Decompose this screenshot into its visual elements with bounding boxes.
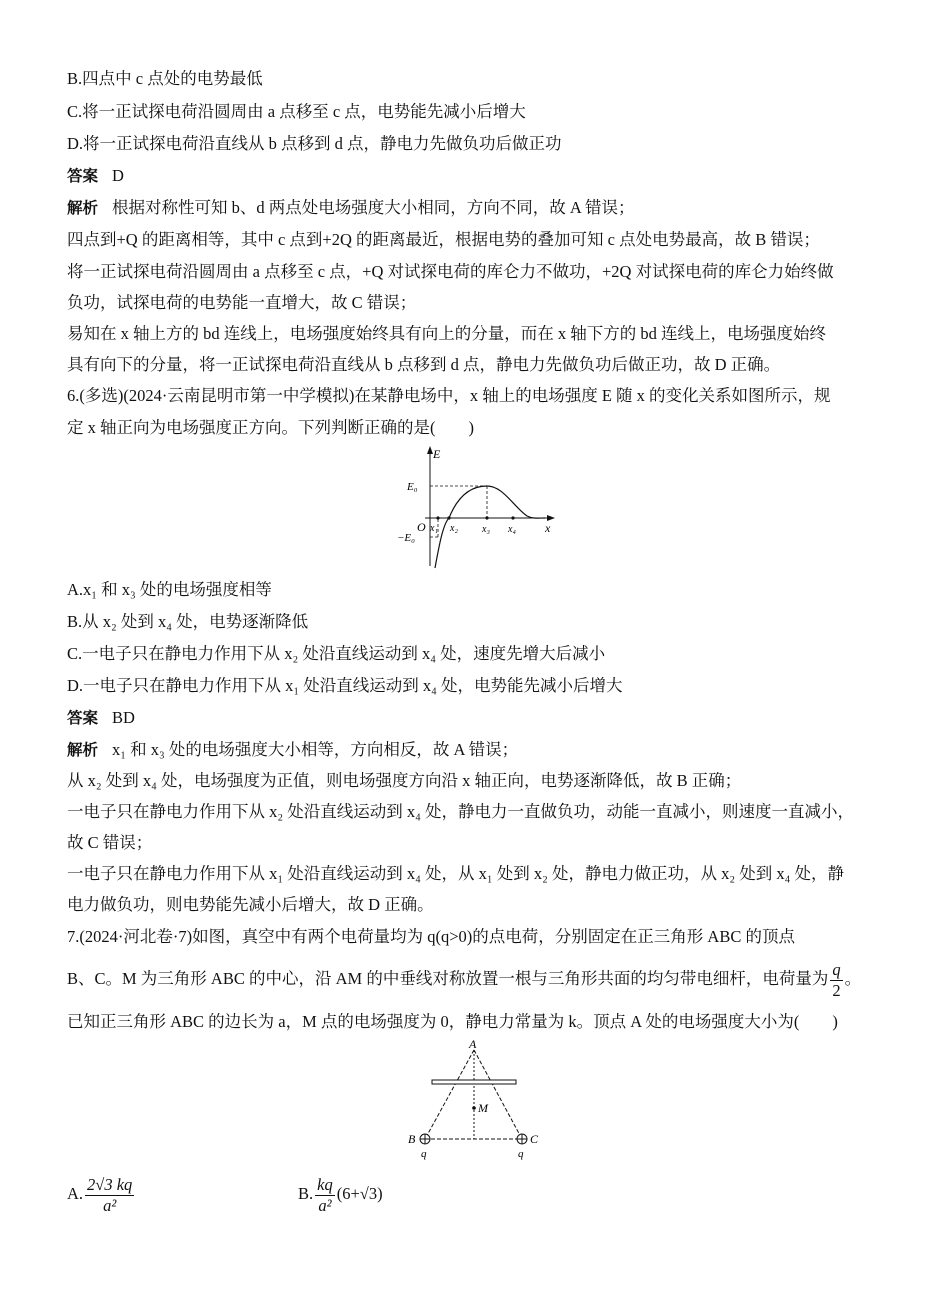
q6-option-a: A.x₁ 和 x₃ 处的电场强度相等 <box>67 580 272 599</box>
q7-stem-2 <box>67 957 861 1001</box>
neg-e0-label: −E₀ <box>397 532 415 544</box>
x1-point <box>436 516 439 519</box>
option-a-label: A. <box>67 1184 84 1203</box>
x3-label: x₃ <box>482 524 490 535</box>
charge-fraction <box>830 960 842 1001</box>
option-a-fraction <box>85 1175 134 1216</box>
answer-label: 答案 <box>67 167 99 185</box>
x3-point <box>485 516 488 519</box>
option-a-numerator: 2√3 kq <box>87 1174 133 1194</box>
q6-stem-2: 定 x 轴正向为电场强度正方向。下列判断正确的是( ) <box>67 418 474 437</box>
x-axis-label: x <box>545 521 551 535</box>
q7-stem-3: 已知正三角形 ABC 的边长为 a，M 点的电场强度为 0，静电力常量为 k。顶点 A 处的电场强度大小为( ) <box>67 1012 838 1031</box>
x4-point <box>511 516 514 519</box>
e-axis-label: E <box>433 447 441 461</box>
q6-analysis-3: 一电子只在静电力作用下从 x₂ 处沿直线运动到 x₄ 处，静电力一直做负功，动能一直减小，则速度一直减小， <box>67 802 855 821</box>
answer-value: D <box>112 166 124 185</box>
q6-e-x-graph <box>395 444 560 570</box>
option-b-tail: (6+√3) <box>336 1184 383 1203</box>
q5-option-d: D.将一正试探电荷沿直线从 b 点移到 d 点，静电力先做负功后做正功 <box>67 134 562 153</box>
answer-label: 答案 <box>67 709 99 727</box>
q5-option-c: C.将一正试探电荷沿圆周由 a 点移至 c 点，电势能先减小后增大 <box>67 102 526 121</box>
q7-option-a <box>67 1172 136 1216</box>
charge-c-label: q <box>518 1148 524 1160</box>
analysis-text: 根据对称性可知 b、d 两点处电场强度大小相同，方向不同，故 A 错误； <box>112 198 635 217</box>
option-b-label: B. <box>298 1184 314 1203</box>
q5-analysis-4: 负功，试探电荷的电势能一直增大，故 C 错误； <box>67 293 417 312</box>
analysis-label: 解析 <box>67 741 99 759</box>
center-m-point <box>472 1106 476 1110</box>
charge-denominator: 2 <box>832 980 841 1000</box>
option-b-numerator: kq <box>317 1174 333 1194</box>
option-a-denominator: a² <box>103 1195 117 1215</box>
q7-stem-2-end: 。 <box>844 969 862 988</box>
option-b-fraction <box>315 1175 335 1216</box>
q6-option-b: B.从 x₂ 处到 x₄ 处，电势逐渐降低 <box>67 612 309 631</box>
x1-label: x₁ <box>430 523 438 534</box>
side-ab <box>425 1050 474 1139</box>
q5-answer <box>67 165 124 187</box>
e0-label: E₀ <box>407 481 418 493</box>
center-m-label: M <box>478 1101 488 1115</box>
q5-analysis-3: 将一正试探电荷沿圆周由 a 点移至 c 点，+Q 对试探电荷的库仑力不做功，+2Q 对试探电荷的库仑力始终做 <box>67 262 834 281</box>
q5-analysis-1 <box>67 197 635 219</box>
q5-analysis-2: 四点到+Q 的距离相等，其中 c 点到+2Q 的距离最近，根据电势的叠加可知 c 点处电势最高，故 B 错误； <box>67 230 820 249</box>
x4-label: x₄ <box>508 524 516 535</box>
q6-analysis-4: 故 C 错误； <box>67 833 153 852</box>
analysis-text: x₁ 和 x₃ 处的电场强度大小相等，方向相反，故 A 错误； <box>112 740 519 759</box>
q6-analysis-6: 电力做负功，则电势能先减小后增大，故 D 正确。 <box>67 895 434 914</box>
q6-analysis-1 <box>67 739 518 761</box>
q6-analysis-2: 从 x₂ 处到 x₄ 处，电场强度为正值，则电场强度方向沿 x 轴正向，电势逐渐降低，故 B 正确； <box>67 771 742 790</box>
q6-option-d: D.一电子只在静电力作用下从 x₁ 处沿直线运动到 x₄ 处，电势能先减小后增大 <box>67 676 623 695</box>
q5-option-b: B.四点中 c 点处的电势最低 <box>67 69 263 88</box>
vertex-b-label: B <box>408 1132 416 1146</box>
analysis-label: 解析 <box>67 199 99 217</box>
vertex-a-label: A <box>469 1038 477 1051</box>
q6-answer <box>67 707 135 729</box>
vertex-c-label: C <box>530 1132 539 1146</box>
q6-analysis-5: 一电子只在静电力作用下从 x₁ 处沿直线运动到 x₄ 处，从 x₁ 处到 x₂ 处，静电力做正功，从 x₂ 处到 x₄ 处，静 <box>67 864 845 883</box>
q5-analysis-6: 具有向下的分量，将一正试探电荷沿直线从 b 点移到 d 点，静电力先做负功后做正功，故 D 正确。 <box>67 355 781 374</box>
x2-point <box>447 516 450 519</box>
q7-triangle-figure <box>404 1038 549 1160</box>
q7-stem-1: 7.(2024·河北卷·7)如图，真空中有两个电荷量均为 q(q>0)的点电荷，分别固定在正三角形 ABC 的顶点 <box>67 927 795 946</box>
q5-analysis-5: 易知在 x 轴上方的 bd 连线上，电场强度始终具有向上的分量，而在 x 轴下方的 bd 连线上，电场强度始终 <box>67 324 826 343</box>
charged-rod <box>432 1080 516 1084</box>
q7-option-b <box>298 1172 383 1216</box>
q7-stem-2-text: B、C。M 为三角形 ABC 的中心，沿 AM 的中垂线对称放置一根与三角形共面的均匀带电细杆，电荷量为 <box>67 969 829 988</box>
origin-label: O <box>417 520 426 534</box>
charge-numerator: q <box>832 959 841 979</box>
side-ac <box>474 1050 522 1139</box>
q6-option-c: C.一电子只在静电力作用下从 x₂ 处沿直线运动到 x₄ 处，速度先增大后减小 <box>67 644 606 663</box>
charge-b-label: q <box>421 1148 427 1160</box>
q6-stem-1: 6.(多选)(2024·云南昆明市第一中学模拟)在某静电场中，x 轴上的电场强度 E 随 x 的变化关系如图所示，规 <box>67 386 831 405</box>
answer-value: BD <box>112 708 135 727</box>
option-b-denominator: a² <box>318 1195 332 1215</box>
x2-label: x₂ <box>450 523 458 534</box>
